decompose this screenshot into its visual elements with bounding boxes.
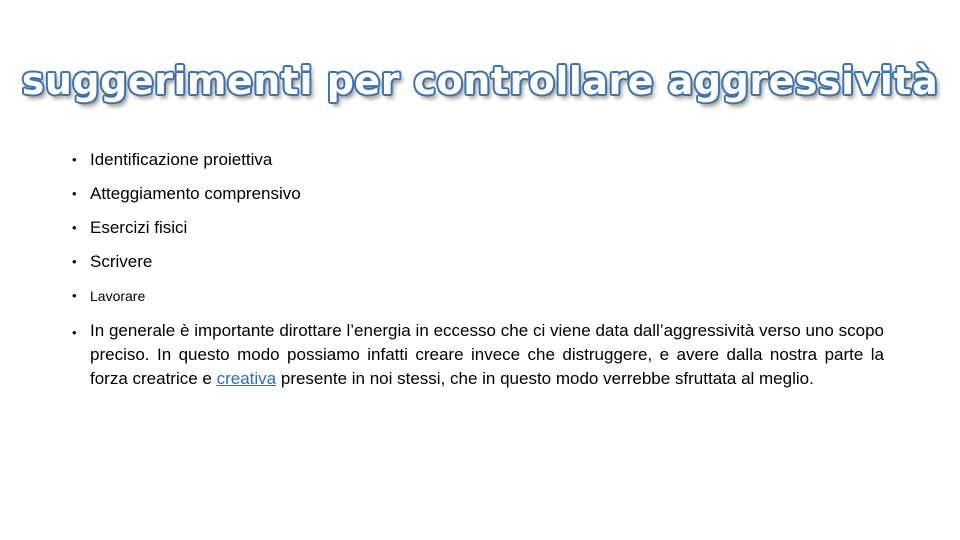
bullet-dot: • xyxy=(72,152,77,167)
slide-title: suggerimenti per controllare aggressività xyxy=(21,59,939,103)
bullet-text: Identificazione proiettiva xyxy=(90,150,273,169)
bullet-dot: • xyxy=(72,325,77,340)
bullet-list xyxy=(72,150,884,405)
bullet-item-scrivere xyxy=(72,252,884,272)
paragraph-text-before: In generale è importante dirottare l’energia in eccesso che ci viene data dall’aggressività verso uno scopo preciso. In questo modo possiamo infatti creare invece che distruggere, e avere dalla nostra parte la forza creatrice e xyxy=(90,321,884,388)
bullet-text: Lavorare xyxy=(90,288,146,304)
bullet-dot: • xyxy=(72,254,77,269)
bullet-text: Atteggiamento comprensivo xyxy=(90,184,301,203)
bullet-text: Scrivere xyxy=(90,252,153,271)
bullet-item-atteggiamento xyxy=(72,184,884,204)
bullet-item-paragraph xyxy=(72,319,884,391)
bullet-dot: • xyxy=(72,220,77,235)
bullet-dot: • xyxy=(72,288,77,303)
bullet-item-lavorare xyxy=(72,286,884,306)
bullet-text: Esercizi fisici xyxy=(90,218,188,237)
creativa-link[interactable]: creativa xyxy=(216,369,277,388)
bullet-item-identificazione xyxy=(72,150,884,170)
bullet-dot: • xyxy=(72,186,77,201)
paragraph-text-after: presente in noi stessi, che in questo modo verrebbe sfruttata al meglio. xyxy=(276,369,814,388)
bullet-item-esercizi xyxy=(72,218,884,238)
